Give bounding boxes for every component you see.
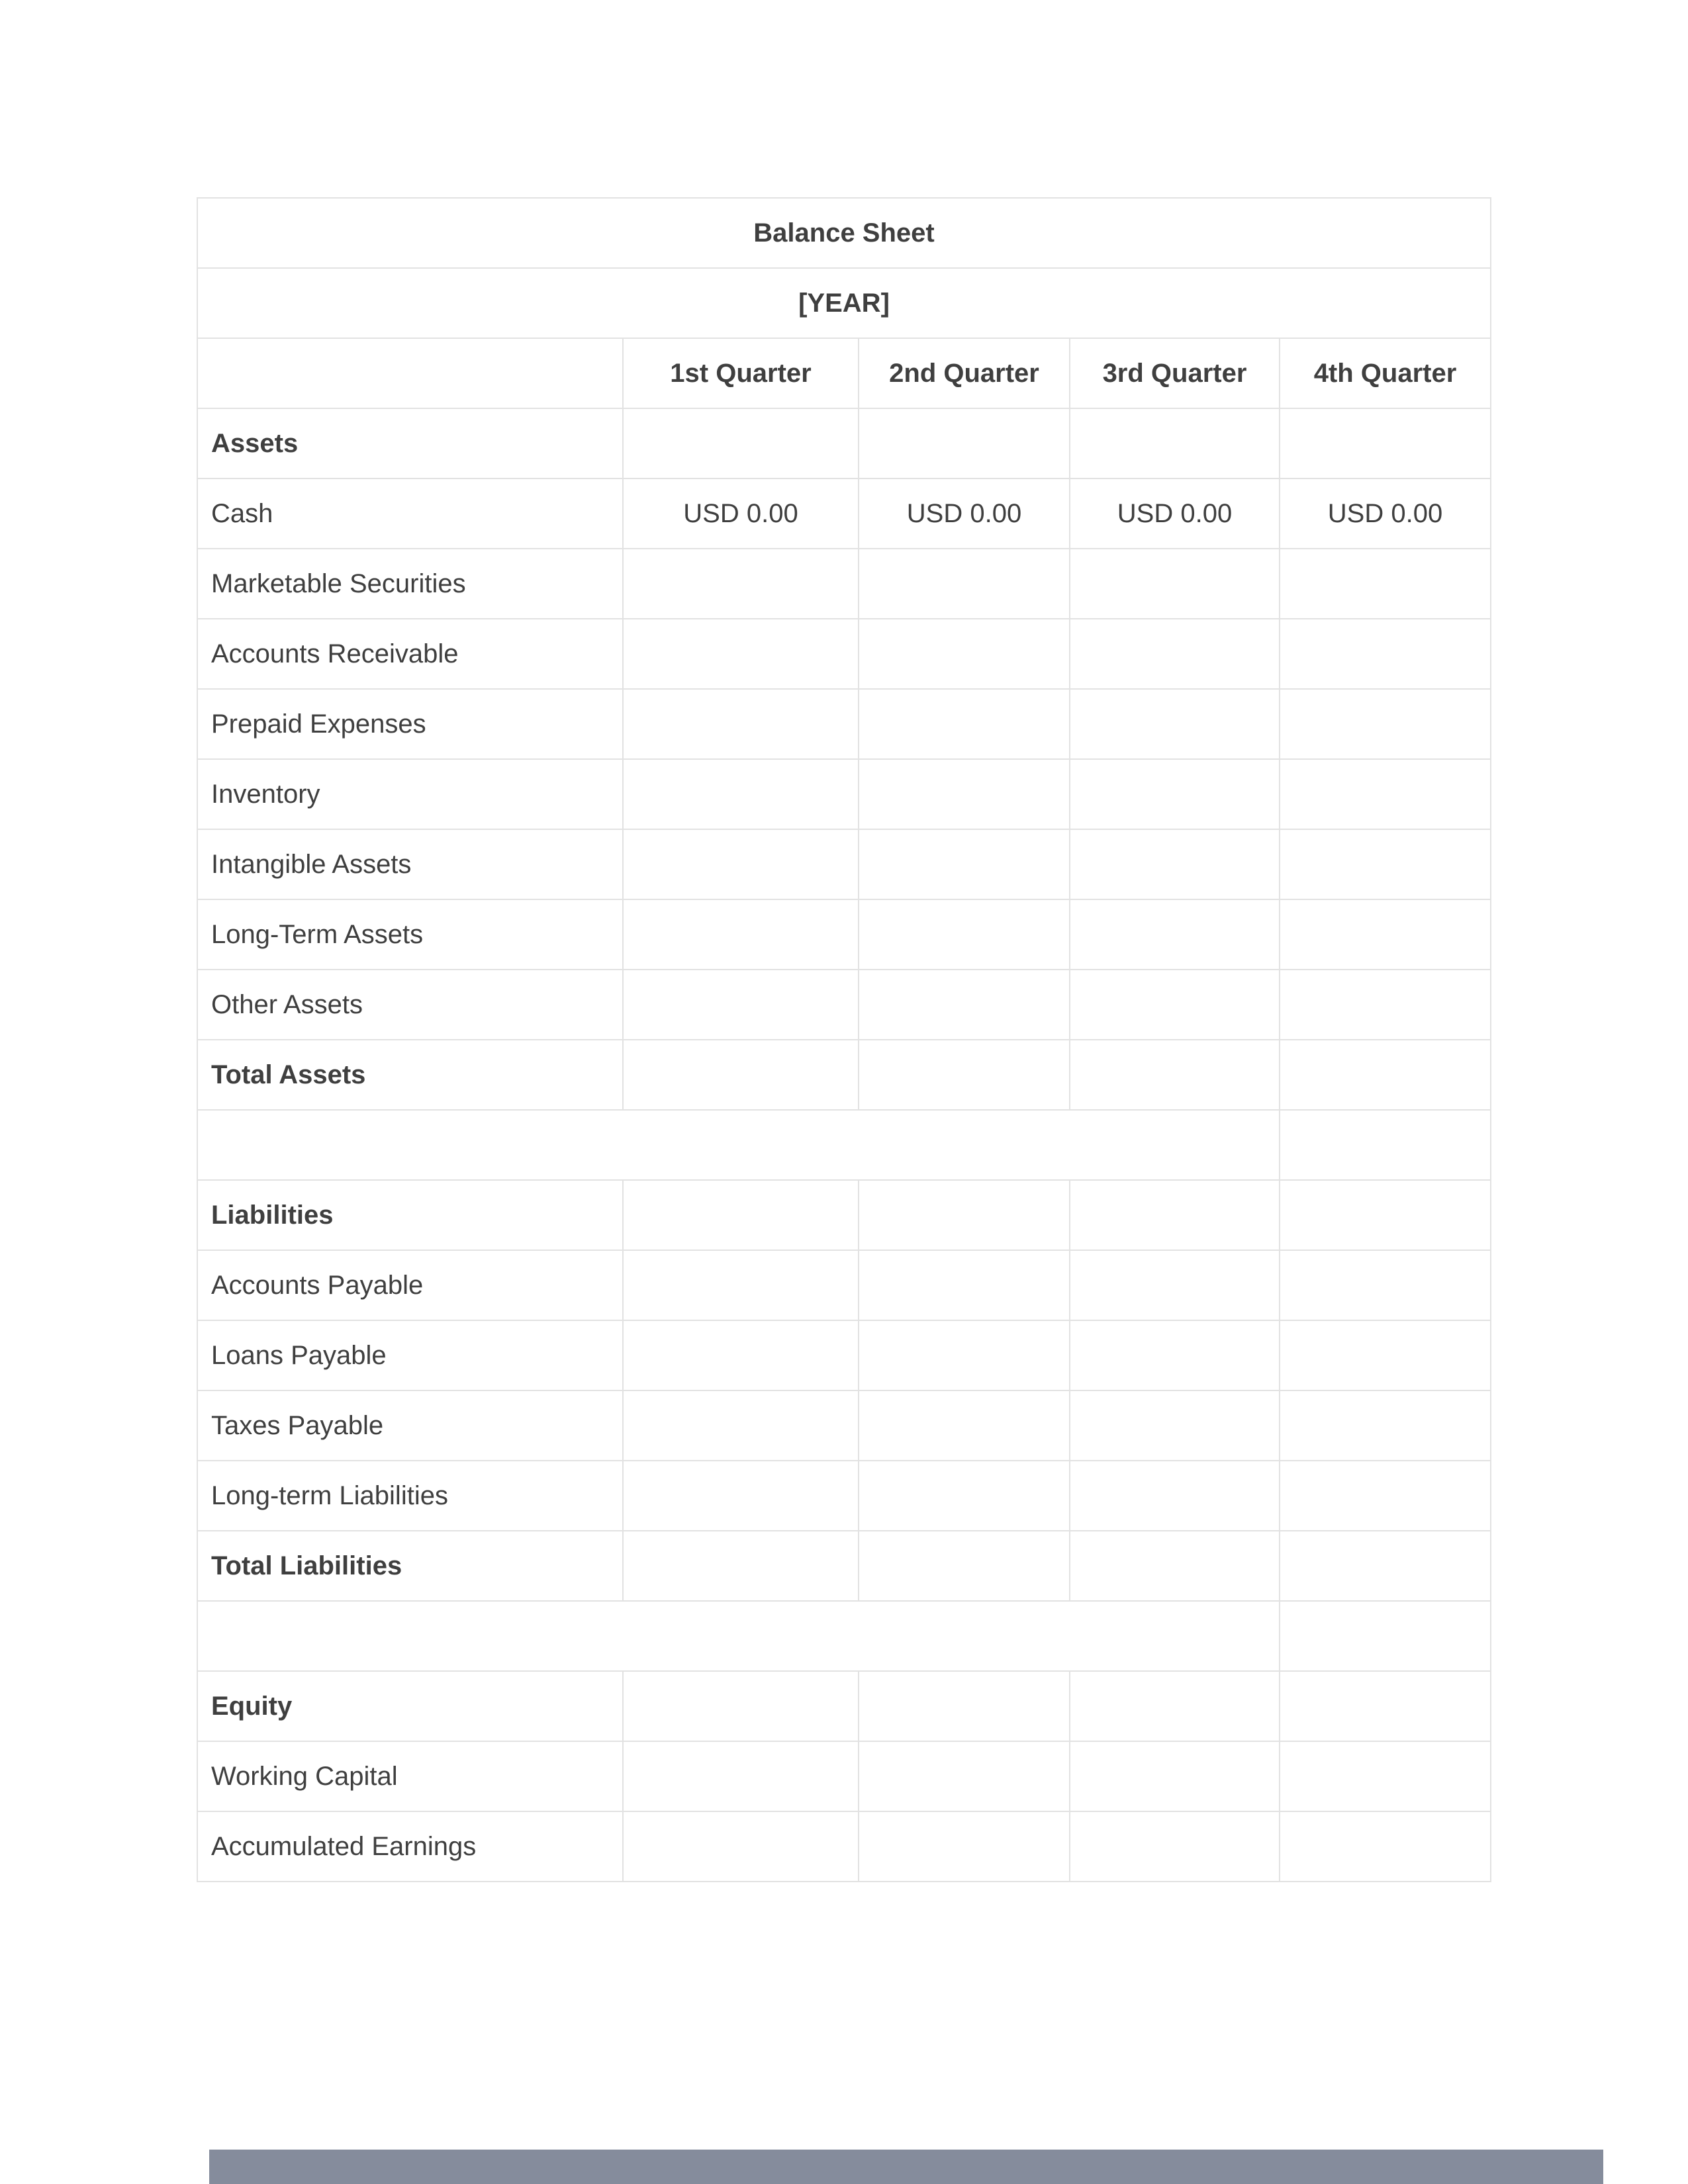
- table-row: [197, 549, 1491, 619]
- quarter-header-row: [197, 338, 1491, 408]
- value-cell[interactable]: [1070, 1320, 1280, 1390]
- table-row: [197, 759, 1491, 829]
- row-label: Marketable Securities: [197, 549, 623, 619]
- spacer-cell: [1280, 1110, 1491, 1180]
- value-cell[interactable]: [1280, 619, 1491, 689]
- spacer-row: [197, 1601, 1491, 1671]
- value-cell[interactable]: [623, 1180, 859, 1250]
- header-quarter-3: 3rd Quarter: [1070, 338, 1280, 408]
- row-label: Cash: [197, 478, 623, 549]
- value-cell[interactable]: [859, 970, 1070, 1040]
- value-cell[interactable]: [1070, 829, 1280, 899]
- header-quarter-4: 4th Quarter: [1280, 338, 1491, 408]
- value-cell[interactable]: [1280, 1390, 1491, 1461]
- spacer-row: [197, 1110, 1491, 1180]
- value-cell[interactable]: [623, 1811, 859, 1882]
- row-label: Long-Term Assets: [197, 899, 623, 970]
- value-cell[interactable]: [859, 759, 1070, 829]
- section-heading-row: [197, 1180, 1491, 1250]
- value-cell[interactable]: [1070, 899, 1280, 970]
- value-cell[interactable]: [623, 970, 859, 1040]
- spacer-cell: [197, 1110, 1280, 1180]
- table-row: [197, 1461, 1491, 1531]
- value-cell[interactable]: [1070, 1040, 1280, 1110]
- table-row: [197, 1320, 1491, 1390]
- value-cell[interactable]: [1070, 1531, 1280, 1601]
- value-cell[interactable]: [859, 1180, 1070, 1250]
- value-cell[interactable]: [859, 1741, 1070, 1811]
- value-cell[interactable]: [623, 759, 859, 829]
- footer-bar: [209, 2150, 1603, 2184]
- value-cell[interactable]: [859, 549, 1070, 619]
- header-blank-cell: [197, 338, 623, 408]
- sheet-year: [YEAR]: [197, 268, 1491, 338]
- value-cell[interactable]: [1070, 759, 1280, 829]
- table-row: [197, 689, 1491, 759]
- value-cell[interactable]: [1280, 759, 1491, 829]
- value-cell[interactable]: [859, 1320, 1070, 1390]
- section-heading-row: [197, 408, 1491, 478]
- spacer-cell: [197, 1601, 1280, 1671]
- value-cell[interactable]: [1070, 619, 1280, 689]
- value-cell[interactable]: [1280, 1531, 1491, 1601]
- value-cell[interactable]: [623, 899, 859, 970]
- table-row: [197, 619, 1491, 689]
- value-cell[interactable]: [859, 1390, 1070, 1461]
- value-cell[interactable]: [1070, 1671, 1280, 1741]
- value-cell[interactable]: USD 0.00: [623, 478, 859, 549]
- value-cell[interactable]: [1070, 1390, 1280, 1461]
- table-row: [197, 970, 1491, 1040]
- value-cell[interactable]: [623, 549, 859, 619]
- section-heading-equity: Equity: [197, 1671, 623, 1741]
- year-row: [197, 268, 1491, 338]
- row-label: Working Capital: [197, 1741, 623, 1811]
- value-cell[interactable]: [623, 1390, 859, 1461]
- value-cell[interactable]: [1070, 408, 1280, 478]
- value-cell[interactable]: [623, 619, 859, 689]
- section-heading-row: [197, 1671, 1491, 1741]
- section-heading-liabilities: Liabilities: [197, 1180, 623, 1250]
- value-cell[interactable]: [1280, 1180, 1491, 1250]
- section-heading-assets: Assets: [197, 408, 623, 478]
- value-cell[interactable]: [1070, 1250, 1280, 1320]
- header-quarter-1: 1st Quarter: [623, 338, 859, 408]
- value-cell[interactable]: [1070, 1180, 1280, 1250]
- table-row: [197, 1390, 1491, 1461]
- value-cell[interactable]: [859, 1531, 1070, 1601]
- value-cell[interactable]: [623, 1320, 859, 1390]
- value-cell[interactable]: [1070, 1461, 1280, 1531]
- value-cell[interactable]: [1280, 1320, 1491, 1390]
- title-row: [197, 198, 1491, 268]
- value-cell[interactable]: [1280, 408, 1491, 478]
- table-row: [197, 1811, 1491, 1882]
- total-row: [197, 1040, 1491, 1110]
- value-cell[interactable]: [859, 408, 1070, 478]
- value-cell[interactable]: [859, 899, 1070, 970]
- table-row: [197, 829, 1491, 899]
- value-cell[interactable]: [1070, 1741, 1280, 1811]
- value-cell[interactable]: [623, 1040, 859, 1110]
- row-label: Other Assets: [197, 970, 623, 1040]
- value-cell[interactable]: [623, 408, 859, 478]
- value-cell[interactable]: [623, 1531, 859, 1601]
- row-label: Taxes Payable: [197, 1390, 623, 1461]
- value-cell[interactable]: [623, 689, 859, 759]
- table-row: [197, 1250, 1491, 1320]
- value-cell[interactable]: [859, 1811, 1070, 1882]
- table-row: [197, 478, 1491, 549]
- value-cell[interactable]: [859, 689, 1070, 759]
- value-cell[interactable]: [859, 619, 1070, 689]
- value-cell[interactable]: USD 0.00: [1280, 478, 1491, 549]
- value-cell[interactable]: [1280, 1741, 1491, 1811]
- row-label: Long-term Liabilities: [197, 1461, 623, 1531]
- value-cell[interactable]: [859, 1040, 1070, 1110]
- row-label: Prepaid Expenses: [197, 689, 623, 759]
- value-cell[interactable]: [1070, 549, 1280, 619]
- table-row: [197, 899, 1491, 970]
- row-label: Intangible Assets: [197, 829, 623, 899]
- value-cell[interactable]: [1280, 549, 1491, 619]
- value-cell[interactable]: [623, 829, 859, 899]
- sheet-title: Balance Sheet: [197, 198, 1491, 268]
- value-cell[interactable]: [623, 1250, 859, 1320]
- total-liabilities-label: Total Liabilities: [197, 1531, 623, 1601]
- total-assets-label: Total Assets: [197, 1040, 623, 1110]
- value-cell[interactable]: [859, 1461, 1070, 1531]
- row-label: Accounts Payable: [197, 1250, 623, 1320]
- value-cell[interactable]: [623, 1741, 859, 1811]
- table-row: [197, 1741, 1491, 1811]
- value-cell[interactable]: USD 0.00: [1070, 478, 1280, 549]
- header-quarter-2: 2nd Quarter: [859, 338, 1070, 408]
- total-row: [197, 1531, 1491, 1601]
- value-cell[interactable]: [1280, 1811, 1491, 1882]
- value-cell[interactable]: [1280, 1671, 1491, 1741]
- value-cell[interactable]: [1070, 970, 1280, 1040]
- value-cell[interactable]: [859, 829, 1070, 899]
- value-cell[interactable]: [623, 1671, 859, 1741]
- value-cell[interactable]: [623, 1461, 859, 1531]
- value-cell[interactable]: [1280, 899, 1491, 970]
- value-cell[interactable]: [859, 1671, 1070, 1741]
- balance-sheet-table: [197, 197, 1491, 1882]
- value-cell[interactable]: [1280, 1250, 1491, 1320]
- row-label: Loans Payable: [197, 1320, 623, 1390]
- value-cell[interactable]: USD 0.00: [859, 478, 1070, 549]
- value-cell[interactable]: [1280, 689, 1491, 759]
- spacer-cell: [1280, 1601, 1491, 1671]
- row-label: Accumulated Earnings: [197, 1811, 623, 1882]
- value-cell[interactable]: [1070, 689, 1280, 759]
- row-label: Inventory: [197, 759, 623, 829]
- value-cell[interactable]: [859, 1250, 1070, 1320]
- value-cell[interactable]: [1280, 1040, 1491, 1110]
- value-cell[interactable]: [1280, 1461, 1491, 1531]
- value-cell[interactable]: [1070, 1811, 1280, 1882]
- row-label: Accounts Receivable: [197, 619, 623, 689]
- value-cell[interactable]: [1280, 829, 1491, 899]
- value-cell[interactable]: [1280, 970, 1491, 1040]
